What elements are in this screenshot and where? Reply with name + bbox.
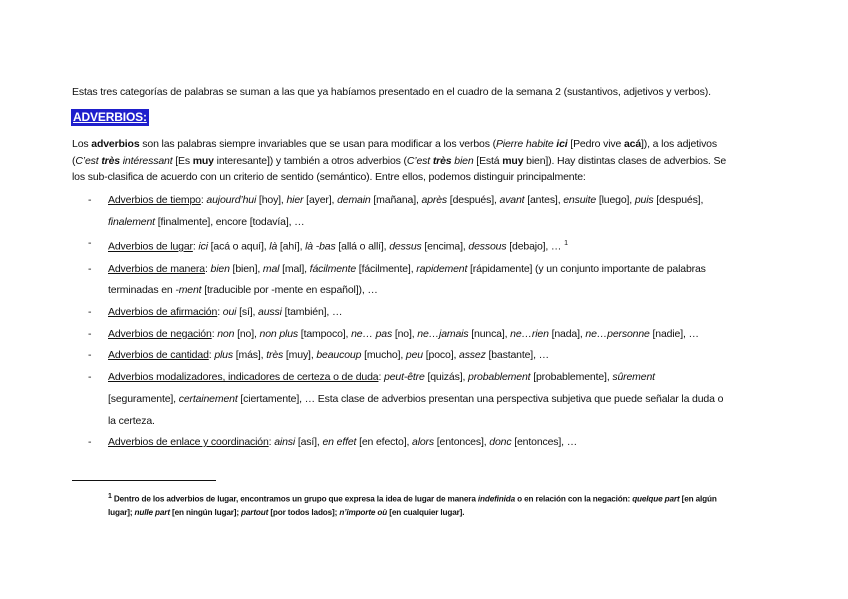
list-dash: - (88, 371, 92, 384)
list-item-modalizadores: - Adverbios modalizadores, indicadores de certeza o de duda: peut-être [quizás], probablement [probablemente], sûrement [seguramente], certainement [ciertamente], … Esta clase de adverbios presentan una perspectiva subjetiva que puede señalar la duda o la certeza. (72, 367, 782, 432)
list-item-lugar: - Adverbios de lugar: ici [acá o aquí], là [ahí], là -bas [allá o allí], dessus [encima], dessous [debajo], … $^1$ (72, 233, 782, 258)
footnote-line-2: lugar]; nulle part [en ningún lugar]; partout [por todos lados]; n’importe où [en cualquier lugar]. (108, 507, 465, 517)
item-label: Adverbios de tiempo (108, 194, 201, 206)
section-heading: ADVERBIOS: (73, 110, 147, 124)
item-label: Adverbios de manera (108, 262, 205, 275)
list-dash: - (88, 262, 92, 275)
list-dash: - (88, 194, 92, 206)
list-dash: - (88, 237, 92, 250)
item-label: Adverbios de enlace y coordinación (108, 436, 269, 449)
list-dash: - (88, 327, 92, 340)
list-item-tiempo: - Adverbios de tiempo: aujourd’hui [hoy], hier [ayer], demain [mañana], après [después], avant [antes], ensuite [luego], puis [después], finalement [finalmente], encore [todavía], … (72, 190, 782, 233)
paragraph-line-2: (C’est très intéressant [Es muy interesante]) y también a otros adverbios (C’est très bien [Está muy bien]). Hay distintas clases de adverbios. Se (72, 154, 727, 167)
intro-text: Estas tres categorías de palabras se suman a las que ya habíamos presentado en el cuadro de la semana 2 (sustantivos, adjetivos y verbos). (72, 86, 711, 98)
item-label: Adverbios de negación (108, 327, 212, 340)
adverb-list (72, 190, 782, 454)
list-item-enlace: - Adverbios de enlace y coordinación: ainsi [así], en effet [en efecto], alors [entonces], donc [entonces], … (72, 432, 782, 454)
item-label: Adverbios de lugar (108, 240, 193, 253)
footnote-line-1: $^1$ Dentro de los adverbios de lugar, encontramos un grupo que expresa la idea de lugar de manera indefinida o en relación con la negación: quelque part [en algún (108, 493, 717, 504)
footnote-separator (72, 480, 216, 481)
item-label: Adverbios de cantidad (108, 349, 209, 362)
footnote (108, 490, 778, 519)
item-label: Adverbios modalizadores, indicadores de certeza o de duda (108, 371, 379, 384)
list-dash: - (88, 436, 92, 449)
list-item-afirmacion: - Adverbios de afirmación: oui [sí], aussi [también], … (72, 302, 782, 324)
list-dash: - (88, 349, 92, 362)
item-label: Adverbios de afirmación (108, 306, 218, 319)
paragraph-line-3: los sub-clasifica de acuerdo con un criterio de sentido (semántico). Entre ellos, podemos distinguir principalmente: (72, 171, 586, 183)
list-dash: - (88, 306, 92, 319)
definition-paragraph (72, 136, 777, 186)
paragraph-line-1: Los adverbios son las palabras siempre invariables que se usan para modificar a los verbos (Pierre habite ici [Pedro vive acá]), a los adjetivos (72, 138, 717, 150)
list-item-negacion: - Adverbios de negación: non [no], non plus [tampoco], ne… pas [no], ne…jamais [nunca], ne…rien [nada], ne…personne [nadie], … (72, 324, 782, 346)
footnote-ref[interactable]: 1 (564, 240, 568, 248)
list-item-cantidad: - Adverbios de cantidad: plus [más], très [muy], beaucoup [mucho], peu [poco], assez [bastante], … (72, 345, 782, 367)
list-item-manera: - Adverbios de manera: bien [bien], mal [mal], fácilmente [fácilmente], rapidement [rápidamente] (y un conjunto importante de palabras terminadas en -ment [traducible por -mente en español]), … (72, 259, 782, 302)
